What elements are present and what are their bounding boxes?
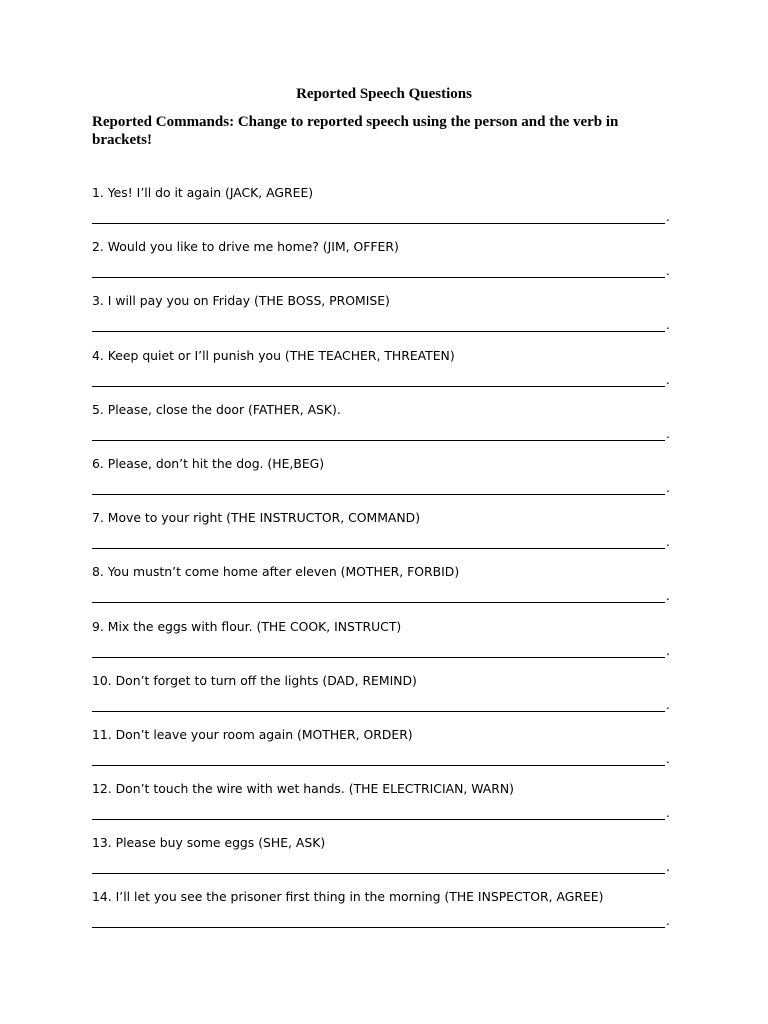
answer-line-period: .	[666, 264, 670, 279]
question-text: 8. You mustn’t come home after eleven (MOTHER, FORBID)	[92, 564, 460, 580]
question-text: 1. Yes! I’ll do it again (JACK, AGREE)	[92, 185, 314, 200]
answer-line-period: .	[666, 806, 670, 821]
answer-line-period: .	[666, 589, 670, 604]
page-title: Reported Speech Questions	[296, 86, 472, 102]
answer-line-period: .	[666, 372, 670, 387]
answer-line[interactable]	[92, 755, 665, 766]
answer-line-period: .	[666, 751, 670, 766]
answer-line[interactable]	[92, 809, 665, 820]
question-item	[92, 780, 672, 834]
question-text: 9. Mix the eggs with flour. (THE COOK, INSTRUCT)	[92, 618, 402, 634]
answer-line[interactable]	[92, 863, 665, 874]
answer-line[interactable]	[92, 213, 665, 224]
question-text: 12. Don’t touch the wire with wet hands. (THE ELECTRICIAN, WARN)	[92, 781, 514, 797]
answer-line-period: .	[666, 697, 670, 712]
answer-line-period: .	[666, 643, 670, 658]
answer-line[interactable]	[92, 538, 665, 549]
question-item	[92, 184, 672, 238]
question-item	[92, 618, 672, 672]
question-item	[92, 726, 672, 780]
answer-line[interactable]	[92, 917, 665, 928]
question-item	[92, 563, 672, 617]
instruction-heading: Reported Commands: Change to reported speech using the person and the verb in brackets!	[92, 114, 619, 148]
answer-line[interactable]	[92, 267, 665, 278]
question-text: 13. Please buy some eggs (SHE, ASK)	[92, 835, 326, 851]
question-item	[92, 347, 672, 401]
answer-line[interactable]	[92, 430, 665, 441]
question-item	[92, 238, 672, 292]
question-item	[92, 455, 672, 509]
answer-line[interactable]	[92, 376, 665, 387]
question-item	[92, 509, 672, 563]
answer-line-period: .	[666, 914, 670, 929]
question-text: 3. I will pay you on Friday (THE BOSS, PROMISE)	[92, 293, 390, 309]
question-item	[92, 292, 672, 346]
question-list	[92, 184, 672, 943]
answer-line[interactable]	[92, 484, 665, 495]
question-text: 5. Please, close the door (FATHER, ASK).	[92, 401, 341, 417]
answer-line-period: .	[666, 210, 670, 224]
answer-line-period: .	[666, 860, 670, 875]
question-text: 11. Don’t leave your room again (MOTHER, ORDER)	[92, 726, 413, 742]
answer-line[interactable]	[92, 647, 665, 658]
question-item	[92, 834, 672, 888]
answer-line[interactable]	[92, 592, 665, 603]
question-item	[92, 401, 672, 455]
answer-line[interactable]	[92, 321, 665, 332]
answer-line-period: .	[666, 480, 670, 495]
question-item	[92, 888, 672, 942]
answer-line-period: .	[666, 318, 670, 333]
question-text: 10. Don’t forget to turn off the lights (DAD, REMIND)	[92, 672, 417, 688]
answer-line-period: .	[666, 535, 670, 550]
question-text: 7. Move to your right (THE INSTRUCTOR, COMMAND)	[92, 510, 421, 526]
answer-line-period: .	[666, 426, 670, 441]
question-item	[92, 672, 672, 726]
question-text: 6. Please, don’t hit the dog. (HE,BEG)	[92, 455, 325, 471]
answer-line[interactable]	[92, 701, 665, 712]
question-text: 4. Keep quiet or I’ll punish you (THE TEACHER, THREATEN)	[92, 347, 455, 363]
question-text: 14. I’ll let you see the prisoner first thing in the morning (THE INSPECTOR, AGREE)	[92, 889, 604, 905]
question-text: 2. Would you like to drive me home? (JIM, OFFER)	[92, 239, 399, 255]
